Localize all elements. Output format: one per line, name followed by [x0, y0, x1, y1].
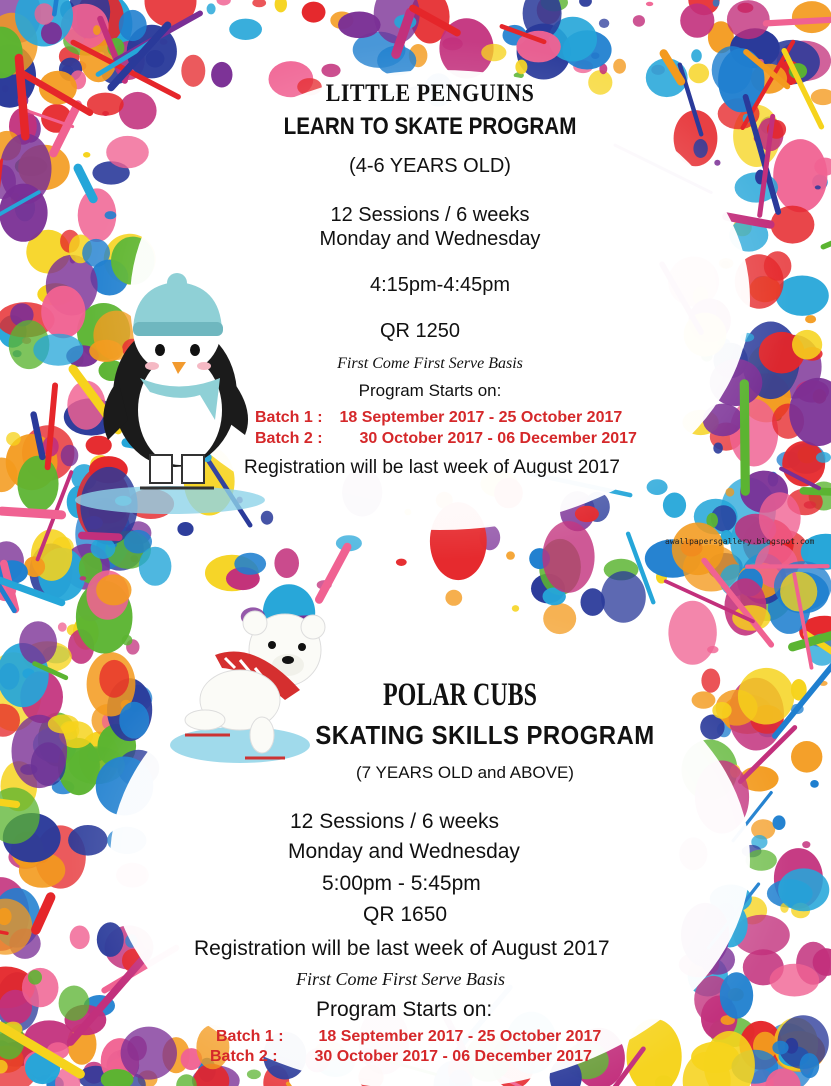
paint-splat: [58, 622, 67, 631]
paint-streak: [2, 511, 62, 515]
paint-splat: [0, 134, 52, 204]
paint-splat: [599, 19, 609, 28]
paint-splat: [48, 715, 79, 734]
paint-splat: [800, 1053, 820, 1078]
paint-splat: [28, 970, 42, 985]
paint-splat: [59, 986, 90, 1021]
section2-sessions: 12 Sessions / 6 weeks: [290, 810, 499, 833]
paint-splat: [668, 601, 716, 665]
section2-batch2-label: Batch 2 :: [210, 1048, 278, 1065]
paint-splat: [139, 547, 172, 586]
section2-title-line1: POLAR CUBS: [382, 676, 538, 713]
paint-streak: [766, 19, 831, 24]
section2-age: (7 YEARS OLD and ABOVE): [356, 763, 574, 782]
section1-batch2-dates: 30 October 2017 - 06 December 2017: [359, 430, 637, 447]
section2-batch1-dates: 18 September 2017 - 25 October 2017: [318, 1028, 602, 1045]
section1-batch2-label: Batch 2 :: [255, 430, 323, 447]
paint-splat: [579, 0, 592, 7]
paint-splat: [119, 10, 147, 41]
paint-streak: [36, 897, 51, 930]
section2-batch1-row: [216, 1028, 601, 1046]
paint-splat: [691, 49, 702, 62]
paint-splat: [815, 185, 821, 189]
paint-splat: [229, 19, 262, 40]
paint-splat: [181, 55, 205, 87]
paint-splat: [119, 92, 157, 130]
paint-splat: [274, 548, 299, 578]
paint-splat: [791, 741, 822, 773]
paint-splat: [601, 571, 646, 623]
paint-splat: [234, 553, 266, 575]
paint-streak: [823, 214, 831, 247]
section2-batch2-dates: 30 October 2017 - 06 December 2017: [314, 1048, 592, 1065]
section1-program-starts: Program Starts on:: [358, 381, 502, 400]
paint-splat: [726, 488, 735, 497]
paint-splat: [275, 0, 287, 12]
section1-price: QR 1250: [379, 320, 461, 342]
paint-splat: [41, 286, 85, 338]
paint-splat: [727, 0, 770, 39]
paint-splat: [738, 668, 794, 725]
paint-splat: [91, 538, 116, 559]
paint-splat: [680, 3, 714, 37]
section1-watermark: awallpapersgallery.blogspot.com: [665, 537, 815, 546]
paint-splat: [772, 1041, 788, 1055]
paint-splat: [83, 152, 90, 158]
paint-splat: [17, 456, 58, 512]
paint-splat: [816, 452, 831, 463]
paint-splat: [707, 646, 718, 653]
paint-splat: [93, 25, 101, 35]
paint-splat: [770, 964, 820, 997]
paint-splat: [792, 330, 822, 360]
paint-splat: [811, 89, 831, 105]
paint-splat: [672, 523, 724, 576]
paint-splat: [581, 588, 605, 616]
paint-splat: [646, 2, 653, 6]
paint-splat: [80, 576, 87, 580]
paint-splat: [633, 15, 645, 27]
section1-registration: Registration will be last week of August 2017: [244, 457, 620, 478]
paint-splat: [802, 841, 810, 848]
paint-splat: [396, 559, 407, 566]
section2-days: Monday and Wednesday: [288, 840, 520, 863]
section2-batch2-row: [210, 1048, 592, 1066]
paint-splat: [302, 2, 326, 23]
paint-splat: [122, 635, 133, 646]
section2-program-starts: Program Starts on:: [316, 998, 493, 1021]
paint-splat: [99, 660, 129, 698]
paint-splat: [701, 669, 720, 693]
paint-splat: [338, 11, 381, 38]
paint-splat: [35, 3, 55, 25]
section1-title-line1: LITTLE PENGUINS: [325, 78, 535, 107]
paint-streak: [319, 547, 347, 600]
paint-splat: [96, 574, 131, 605]
paint-splat: [211, 62, 232, 88]
paint-splat: [41, 22, 62, 44]
paint-splat: [810, 780, 819, 788]
section2-title-line2: SKATING SKILLS PROGRAM: [315, 720, 655, 750]
paint-splat: [805, 315, 816, 323]
paint-splat: [19, 621, 57, 664]
paint-splat: [217, 0, 231, 6]
section2-price: QR 1650: [363, 903, 448, 926]
section1-title-line2: LEARN TO SKATE PROGRAM: [283, 113, 577, 140]
paint-splat: [6, 432, 21, 446]
paint-splat: [613, 59, 626, 74]
section2-registration: Registration will be last week of August 2017: [194, 937, 610, 960]
paint-splat: [177, 522, 193, 536]
paint-splat: [207, 3, 216, 14]
paint-splat: [773, 139, 827, 212]
paint-splat: [689, 63, 710, 83]
section1-batch2-row: [255, 430, 637, 448]
paint-streak: [803, 491, 831, 495]
section1-time: 4:15pm-4:45pm: [369, 274, 511, 296]
section1-days: Monday and Wednesday: [319, 228, 541, 250]
section2-time: 5:00pm - 5:45pm: [322, 872, 481, 895]
paint-streak: [82, 536, 119, 538]
paint-splat: [61, 445, 79, 467]
section1-basis: First Come First Serve Basis: [337, 355, 523, 372]
section1-batch1-row: [255, 409, 622, 427]
section2-basis: First Come First Serve Basis: [296, 969, 505, 989]
section1-batch1-label: Batch 1 :: [255, 409, 323, 426]
section1-age: (4-6 YEARS OLD): [349, 155, 511, 177]
paint-splat: [252, 0, 266, 7]
section2-batch1-label: Batch 1 :: [216, 1028, 284, 1045]
paint-splat: [33, 334, 83, 366]
section1-batch1-dates: 18 September 2017 - 25 October 2017: [339, 409, 623, 426]
section1-sessions: 12 Sessions / 6 weeks: [330, 204, 530, 226]
